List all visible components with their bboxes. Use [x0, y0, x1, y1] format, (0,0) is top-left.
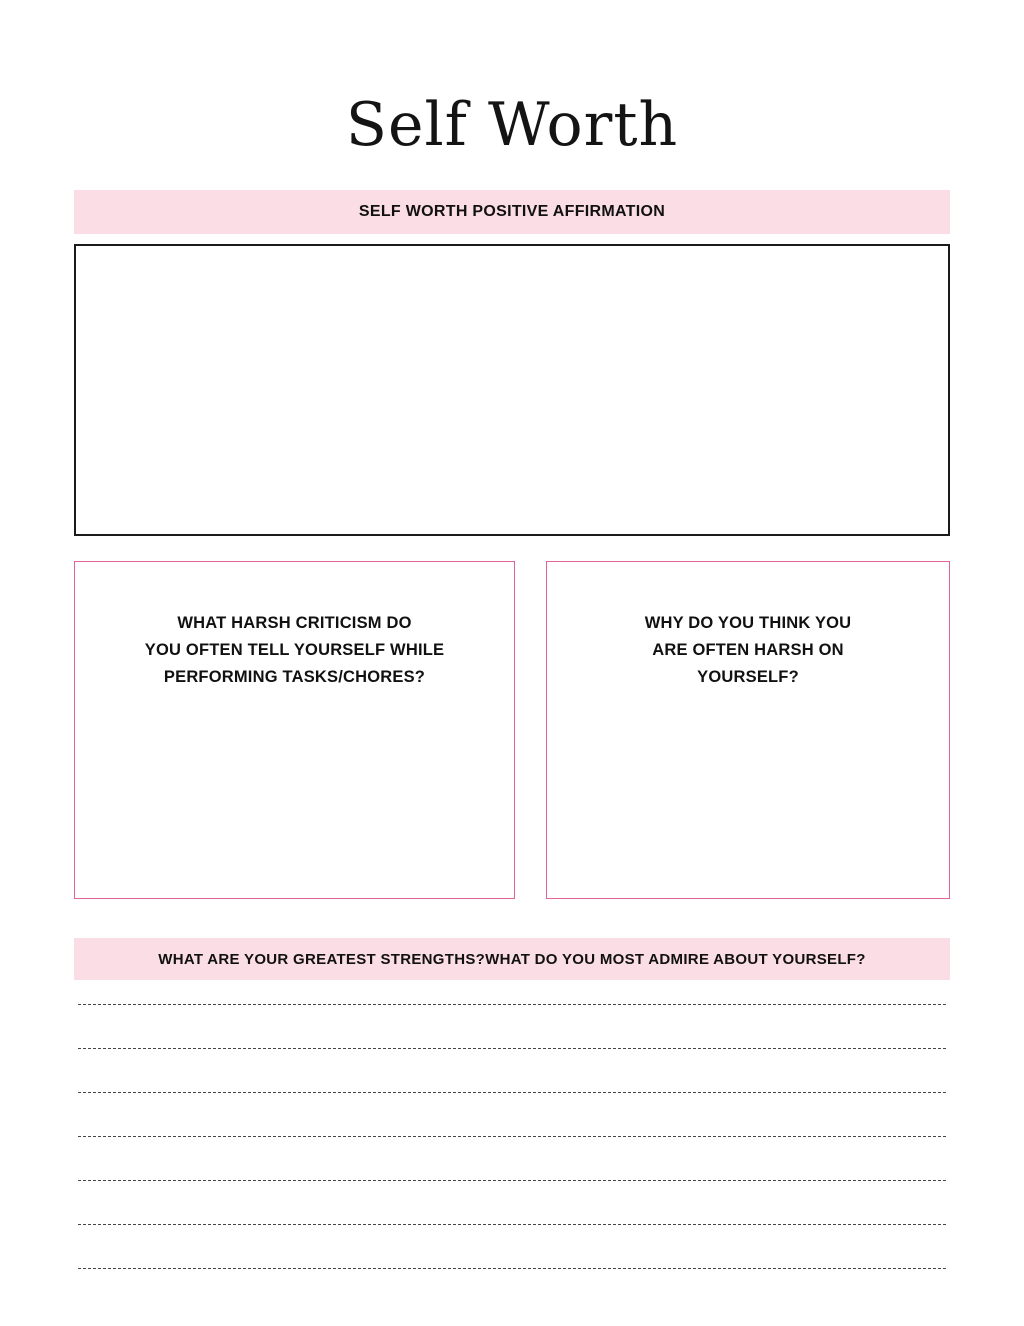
question-box-harsh-criticism[interactable]: [74, 561, 515, 899]
write-line[interactable]: [78, 1224, 946, 1225]
write-line[interactable]: [78, 1048, 946, 1049]
affirmation-banner: [74, 190, 950, 234]
write-line[interactable]: [78, 1004, 946, 1005]
affirmation-banner-label: SELF WORTH POSITIVE AFFIRMATION: [358, 203, 666, 220]
affirmation-answer-area[interactable]: [74, 244, 950, 536]
write-line[interactable]: [78, 1180, 946, 1181]
write-line[interactable]: [78, 1268, 946, 1269]
page-title: Self Worth: [345, 90, 679, 160]
question-label-why-harsh: WHY DO YOU THINK YOU ARE OFTEN HARSH ON YOURSELF?: [644, 614, 852, 687]
write-line[interactable]: [78, 1092, 946, 1093]
question-box-why-harsh[interactable]: [546, 561, 950, 899]
strengths-banner-label: WHAT ARE YOUR GREATEST STRENGTHS?WHAT DO YOU MOST ADMIRE ABOUT YOURSELF?: [158, 950, 866, 968]
question-label-harsh-criticism: WHAT HARSH CRITICISM DO YOU OFTEN TELL YOURSELF WHILE PERFORMING TASKS/CHORES?: [144, 614, 445, 687]
strengths-banner: [74, 938, 950, 980]
strengths-write-lines: [78, 1004, 946, 1269]
write-line[interactable]: [78, 1136, 946, 1137]
